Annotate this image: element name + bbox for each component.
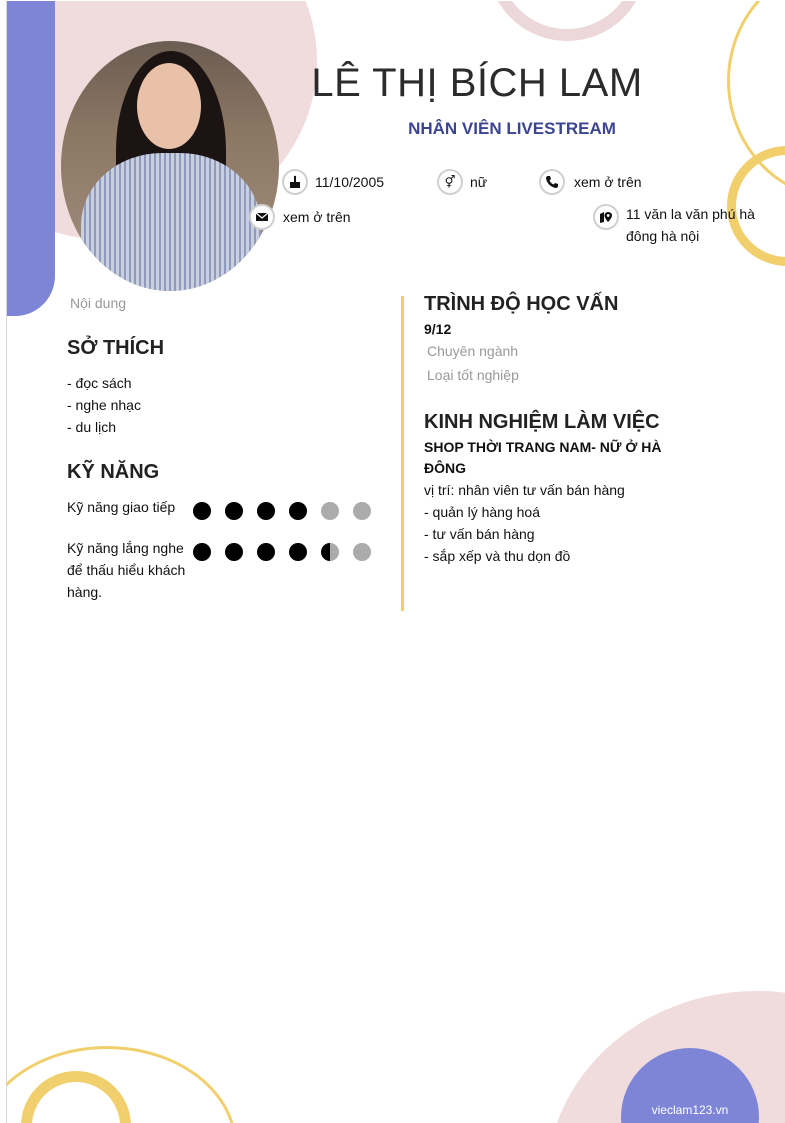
phone-value: xem ở trên [574,174,642,190]
phone-icon [539,169,565,195]
gender-icon: ⚥ [437,169,463,195]
experience-details [424,479,625,567]
candidate-name: LÊ THỊ BÍCH LAM [311,61,643,105]
hobbies-heading: SỞ THÍCH [67,337,165,359]
cake-icon [282,169,308,195]
skill-rating [192,501,382,521]
experience-company: SHOP THỜI TRANG NAM- NỮ Ở HÀ ĐÔNG [424,439,662,476]
hobby-item: - du lịch [67,419,117,435]
skill-dot [289,502,307,520]
gender-row [437,169,487,195]
skill-label: Kỹ năng lắng nghe để thấu hiểu khách hàng. [67,540,186,600]
experience-line: - quản lý hàng hoá [424,504,540,520]
email-value: xem ở trên [283,209,351,225]
skill-dot [321,543,339,561]
skill-dot [257,502,275,520]
skill-dot [257,543,275,561]
experience-line: - sắp xếp và thu dọn đồ [424,548,571,564]
phone-row [539,169,642,195]
skill-dot [289,543,307,561]
birthday-value: 11/10/2005 [315,174,385,190]
address-value: 11 văn la văn phú hà đông hà nội [626,206,755,244]
profile-photo [61,41,279,291]
birthday-row [282,169,384,195]
skill-dot [193,502,211,520]
intro-placeholder: Nội dung [70,295,127,311]
gender-value: nữ [470,174,488,190]
skill-dot [353,502,371,520]
skill-label: Kỹ năng giao tiếp [67,499,176,515]
skills-heading: KỸ NĂNG [67,461,160,483]
column-divider [401,296,404,611]
cv-page [6,1,785,1123]
skill-dot [353,543,371,561]
mail-icon [249,204,275,230]
job-title: NHÂN VIÊN LIVESTREAM [408,119,616,138]
experience-line: - tư vấn bán hàng [424,526,535,542]
decor-pink-ring [487,1,647,41]
education-major: Chuyên ngành [427,343,519,359]
experience-line: vị trí: nhân viên tư vấn bán hàng [424,482,625,498]
skill-rating [192,542,382,562]
skill-dot [193,543,211,561]
education-heading: TRÌNH ĐỘ HỌC VẤN [424,293,619,315]
decor-blue-strip [7,1,55,316]
experience-heading: KINH NGHIỆM LÀM VIỆC [424,411,660,433]
footer-brand: vieclam123.vn [651,1103,729,1117]
email-row [249,204,351,230]
hobbies-list [67,372,141,438]
hobby-item: - đọc sách [67,375,132,391]
skill-dot [225,502,243,520]
map-pin-icon [593,204,619,230]
hobby-item: - nghe nhạc [67,397,141,413]
skill-dot [225,543,243,561]
address-row [593,204,766,247]
education-grade: Loại tốt nghiệp [427,367,519,383]
skill-dot [321,502,339,520]
education-school: 9/12 [424,321,452,337]
